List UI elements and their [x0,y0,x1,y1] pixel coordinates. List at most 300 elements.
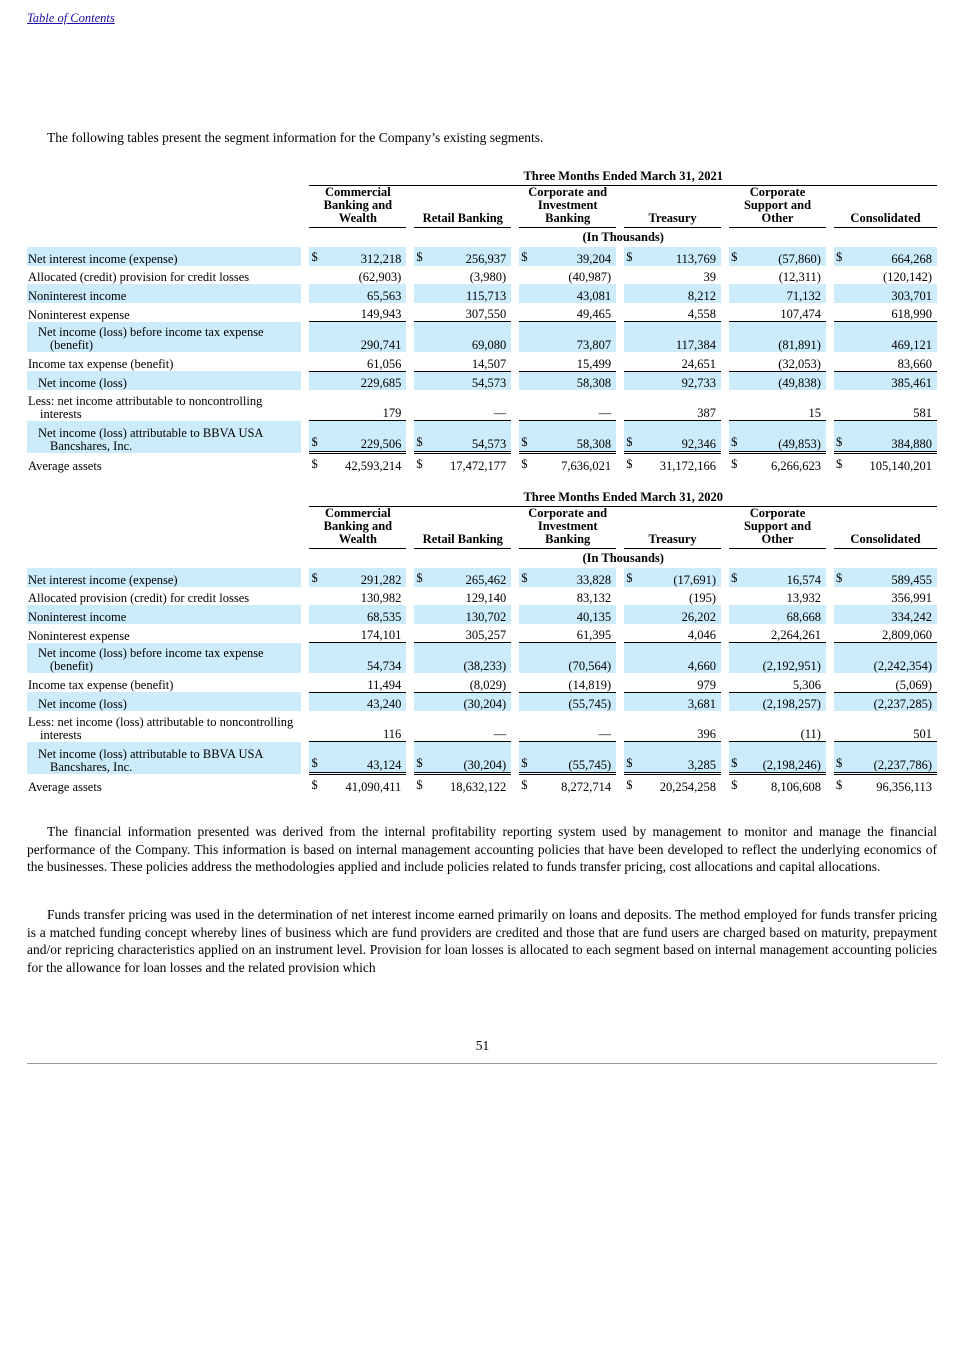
page-number: 51 [475,1038,490,1053]
cell-number: 385,461 [891,376,932,390]
row-label: Noninterest income [27,284,301,303]
cell-number: 130,702 [465,609,507,624]
cell-number: 307,550 [465,307,507,321]
cell-value [729,303,826,322]
cell-value [624,673,721,692]
cell-value [309,352,406,371]
cell-value [729,453,826,473]
row-label [27,421,301,453]
cell-number: 58,308 [576,376,612,390]
cell-number: — [598,406,612,420]
currency-symbol: $ [626,777,633,792]
cell-value [414,421,511,453]
cell-number: 4,046 [687,628,717,642]
column-header: Consolidated [834,507,937,549]
cell-value [834,742,937,774]
cell-value [309,322,406,353]
cell-number: 41,090,411 [345,779,402,794]
cell-value [309,371,406,390]
cell-value [729,692,826,711]
cell-value [729,587,826,606]
cell-value [519,587,616,606]
cell-value [624,303,721,322]
currency-symbol: $ [416,456,423,471]
cell-number: (40,987) [568,270,612,284]
currency-symbol: $ [731,249,738,264]
column-header: Retail Banking [414,507,511,549]
table-title: Three Months Ended March 31, 2020 [309,491,937,507]
cell-value [729,742,826,774]
cell-value [729,711,826,742]
cell-number: (2,237,285) [873,697,932,711]
row-label [27,390,301,421]
cell-value [834,568,937,587]
cell-number: (2,237,786) [873,758,932,772]
table-row [27,352,937,371]
cell-number: 384,880 [891,437,932,451]
cell-number: 105,140,201 [869,458,932,473]
row-label-text: Less: net income (loss) attributable to noncontrolling interests [28,714,294,742]
cell-value [519,643,616,674]
currency-symbol: $ [626,249,633,264]
cell-value [624,322,721,353]
cell-number: 83,660 [897,356,932,371]
cell-value [519,568,616,587]
cell-value [519,711,616,742]
cell-value [729,390,826,421]
cell-number: 68,668 [786,609,821,624]
cell-number: 43,081 [576,288,612,303]
cell-value [309,390,406,421]
cell-number: 229,506 [360,437,402,451]
cell-value [309,568,406,587]
row-label-text: Net income (loss) before income tax expense (benefit) [38,646,264,673]
cell-value [624,421,721,453]
cell-number: (17,691) [673,572,717,587]
cell-number: 6,266,623 [770,458,821,473]
cell-number: 265,462 [465,572,507,587]
cell-value [309,774,406,794]
cell-value [309,605,406,624]
currency-symbol: $ [731,777,738,792]
cell-number: 61,395 [576,628,612,642]
cell-number: 43,240 [366,697,402,711]
cell-number: — [493,406,507,420]
cell-number: 54,734 [366,659,402,673]
row-label: Average assets [28,779,102,794]
table-row [27,303,937,322]
cell-number: 290,741 [360,338,402,352]
footer-divider [27,1063,937,1064]
row-label [27,742,301,774]
column-header: Corporate and Investment Banking [519,507,616,549]
cell-number: (195) [688,591,717,605]
currency-symbol: $ [626,570,633,585]
cell-number: 305,257 [465,628,507,642]
cell-value [414,371,511,390]
cell-number: (70,564) [568,659,612,673]
cell-value [519,247,616,266]
cell-value [519,605,616,624]
table-row [27,605,937,624]
currency-symbol: $ [836,435,843,449]
cell-value [414,266,511,285]
cell-value [834,284,937,303]
cell-value [624,247,721,266]
cell-number: 618,990 [891,307,932,321]
cell-number: 469,121 [891,338,932,352]
cell-value [624,390,721,421]
cell-value [729,643,826,674]
cell-value [519,303,616,322]
cell-number: 174,101 [360,628,402,642]
cell-value [834,587,937,606]
column-header: Treasury [624,507,721,549]
cell-value [414,624,511,643]
cell-value [834,605,937,624]
cell-number: 26,202 [681,609,717,624]
cell-number: 61,056 [366,356,402,371]
cell-value [414,352,511,371]
cell-number: 39,204 [576,251,612,266]
currency-symbol: $ [836,756,843,770]
cell-value [414,568,511,587]
cell-value [834,390,937,421]
table-row [27,568,937,587]
cell-number: (57,860) [778,251,821,266]
cell-value [834,303,937,322]
cell-number: 312,218 [360,251,402,266]
cell-value [519,352,616,371]
table-row [27,284,937,303]
cell-value [729,624,826,643]
cell-number: (81,891) [778,338,821,352]
cell-value [729,774,826,794]
cell-value [834,421,937,453]
row-label: Net income (loss) [27,692,301,711]
currency-symbol: $ [416,570,423,585]
cell-value [519,742,616,774]
table-row [27,421,937,453]
cell-value [834,352,937,371]
currency-symbol: $ [521,777,528,792]
row-label-text: Net income (loss) attributable to BBVA USA Bancshares, Inc. [38,746,263,774]
currency-symbol: $ [416,756,423,770]
cell-number: 3,681 [687,697,717,711]
cell-value [309,421,406,453]
table-of-contents-link[interactable]: Table of Contents [27,11,115,25]
units-label: (In Thousands) [582,551,664,565]
cell-value [834,711,937,742]
cell-number: 33,828 [576,572,612,587]
cell-value [519,266,616,285]
column-header: Corporate Support and Other [729,186,826,228]
cell-number: 58,308 [576,437,612,451]
currency-symbol: $ [311,249,318,264]
cell-value [414,774,511,794]
cell-value [519,371,616,390]
cell-number: 39 [703,270,717,284]
currency-symbol: $ [731,456,738,471]
cell-number: 71,132 [786,288,821,303]
cell-number: 73,807 [576,338,612,352]
cell-number: 334,242 [891,609,932,624]
table-row [27,711,937,742]
cell-number: 24,651 [681,356,717,371]
cell-value [624,711,721,742]
row-label [27,711,301,742]
cell-value [624,774,721,794]
cell-number: 31,172,166 [659,458,717,473]
cell-number: (2,192,951) [762,659,821,673]
currency-symbol: $ [836,570,843,585]
cell-number: 54,573 [471,437,507,451]
cell-value [309,673,406,692]
cell-value [834,643,937,674]
cell-number: 8,272,714 [561,779,612,794]
cell-value [414,692,511,711]
paragraph-funds-transfer-pricing: Funds transfer pricing was used in the determination of net interest income earned primarily on loans and deposits. The method employed for funds transfer pricing is a matched funding concept whereby lines of business which are fund providers are credited and those that are fund users are charged based on maturity, prepayment and/or repricing characteristics applied on an instrument level. Provision for loan losses is allocated to each segment based on internal management accounting policies for the allowance for loan losses and the related provision which [27,907,937,975]
cell-number: 69,080 [471,338,507,352]
cell-number: (49,853) [778,437,821,451]
cell-value [309,247,406,266]
currency-symbol: $ [731,435,738,449]
cell-number: 130,982 [360,591,402,605]
cell-value [729,605,826,624]
currency-symbol: $ [731,570,738,585]
cell-value [834,673,937,692]
cell-value [309,587,406,606]
table-row [27,453,937,473]
cell-value [519,624,616,643]
column-header: Corporate Support and Other [729,507,826,549]
cell-number: (2,198,257) [762,697,821,711]
cell-number: 589,455 [891,572,932,587]
currency-symbol: $ [626,435,633,449]
cell-number: 4,660 [687,659,717,673]
cell-number: 979 [697,677,717,692]
row-label: Noninterest income [27,605,301,624]
cell-number: (30,204) [463,697,507,711]
cell-value [309,284,406,303]
cell-value [309,624,406,643]
currency-symbol: $ [416,435,423,449]
currency-symbol: $ [521,249,528,264]
cell-number: 14,507 [471,356,507,371]
cell-number: 92,733 [681,376,717,390]
cell-value [519,390,616,421]
cell-number: (2,198,246) [762,758,821,772]
row-label [27,322,301,353]
row-label: Net interest income (expense) [27,568,301,587]
cell-value [414,303,511,322]
row-label-text: Net income (loss) before income tax expense (benefit) [38,325,264,352]
cell-value [414,643,511,674]
cell-number: (12,311) [778,270,821,284]
cell-number: 15 [808,406,821,420]
table-row [27,774,937,794]
cell-number: 96,356,113 [876,779,932,794]
cell-number: 15,499 [576,356,612,371]
cell-number: 3,285 [687,758,717,772]
cell-value [414,453,511,473]
currency-symbol: $ [311,456,318,471]
currency-symbol: $ [311,777,318,792]
cell-value [414,711,511,742]
cell-number: 149,943 [360,307,402,321]
table-row [27,673,937,692]
table-row [27,247,937,266]
currency-symbol: $ [521,570,528,585]
table-row [27,742,937,774]
row-label [27,643,301,674]
cell-number: (120,142) [883,270,932,284]
cell-value [309,692,406,711]
cell-number: (11) [800,727,821,741]
cell-number: 8,106,608 [770,779,821,794]
row-label: Income tax expense (benefit) [28,357,174,371]
cell-value [519,673,616,692]
paragraph-financial-info: The financial information presented was derived from the internal profitability reporting system used by management to monitor and manage the financial performance of the Company. This information is based on internal management accounting policies that have been developed to reflect the underlying economics of the businesses. These policies address the methodologies applied and include policies related to funds transfer pricing, cost allocations and capital allocations. [27,824,937,874]
cell-number: — [493,727,507,741]
table-row [27,624,937,643]
cell-value [624,643,721,674]
currency-symbol: $ [521,435,528,449]
cell-number: 18,632,122 [449,779,507,794]
cell-value [309,303,406,322]
cell-value [834,266,937,285]
cell-value [834,692,937,711]
cell-number: (49,838) [778,376,821,390]
currency-symbol: $ [416,249,423,264]
intro-text: The following tables present the segment information for the Company’s existing segments. [47,130,544,145]
cell-value [729,371,826,390]
cell-number: 117,384 [675,338,717,352]
cell-number: (32,053) [778,356,821,371]
cell-number: (55,745) [568,697,612,711]
cell-value [729,266,826,285]
column-header: Retail Banking [414,186,511,228]
cell-number: 115,713 [466,288,507,303]
currency-symbol: $ [731,756,738,770]
cell-value [414,742,511,774]
table-title: Three Months Ended March 31, 2021 [309,170,937,186]
cell-number: 387 [697,406,717,420]
currency-symbol: $ [836,777,843,792]
cell-number: 356,991 [891,591,932,605]
cell-number: 8,212 [687,288,717,303]
cell-number: 581 [913,406,932,420]
cell-value [414,322,511,353]
cell-number: (8,029) [469,677,507,692]
row-label-text: Net income (loss) attributable to BBVA USA Bancshares, Inc. [38,425,263,453]
segment-table-2020 [27,491,937,794]
row-label: Income tax expense (benefit) [28,678,174,692]
cell-value [834,322,937,353]
cell-number: 113,769 [675,251,717,266]
cell-number: 16,574 [786,572,821,587]
cell-number: (14,819) [568,677,612,692]
cell-number: 256,937 [465,251,507,266]
cell-value [309,643,406,674]
cell-value [729,322,826,353]
cell-number: 291,282 [360,572,402,587]
cell-number: 664,268 [891,251,932,266]
cell-value [834,453,937,473]
row-label: Allocated provision (credit) for credit losses [28,591,250,605]
row-label: Average assets [28,458,102,473]
table-row [27,587,937,606]
cell-number: 68,535 [366,609,402,624]
cell-value [309,453,406,473]
cell-value [624,453,721,473]
cell-number: 129,140 [465,591,507,605]
cell-number: 179 [382,406,402,420]
cell-number: 2,809,060 [882,628,932,642]
cell-number: 49,465 [576,307,612,321]
cell-value [309,742,406,774]
row-label: Net income (loss) [27,371,301,390]
cell-value [834,371,937,390]
cell-number: 229,685 [360,376,402,390]
currency-symbol: $ [416,777,423,792]
cell-number: (38,233) [463,659,507,673]
cell-value [519,322,616,353]
cell-value [624,692,721,711]
cell-value [729,421,826,453]
cell-number: 4,558 [687,307,717,321]
cell-value [834,247,937,266]
cell-number: 65,563 [366,288,402,303]
column-header: Treasury [624,186,721,228]
cell-number: 43,124 [366,758,402,772]
table-row [27,643,937,674]
currency-symbol: $ [311,435,318,449]
cell-number: 501 [913,727,932,741]
currency-symbol: $ [626,456,633,471]
cell-value [309,711,406,742]
cell-number: 303,701 [891,288,932,303]
cell-value [834,624,937,643]
cell-value [624,742,721,774]
cell-number: (30,204) [463,758,507,772]
cell-value [519,692,616,711]
cell-value [309,266,406,285]
cell-value [624,352,721,371]
currency-symbol: $ [311,570,318,585]
cell-value [624,587,721,606]
table-row [27,322,937,353]
currency-symbol: $ [521,456,528,471]
cell-number: 83,132 [576,591,612,605]
cell-value [414,284,511,303]
currency-symbol: $ [311,756,318,770]
currency-symbol: $ [626,756,633,770]
cell-number: (5,069) [895,677,932,692]
row-label: Allocated (credit) provision for credit losses [28,270,250,284]
row-label: Noninterest expense [28,307,130,322]
cell-number: 40,135 [576,609,612,624]
cell-number: 20,254,258 [659,779,717,794]
cell-value [729,673,826,692]
currency-symbol: $ [836,249,843,264]
cell-value [519,284,616,303]
table-row [27,371,937,390]
cell-number: 92,346 [681,437,717,451]
cell-value [729,247,826,266]
cell-value [729,568,826,587]
cell-value [729,352,826,371]
